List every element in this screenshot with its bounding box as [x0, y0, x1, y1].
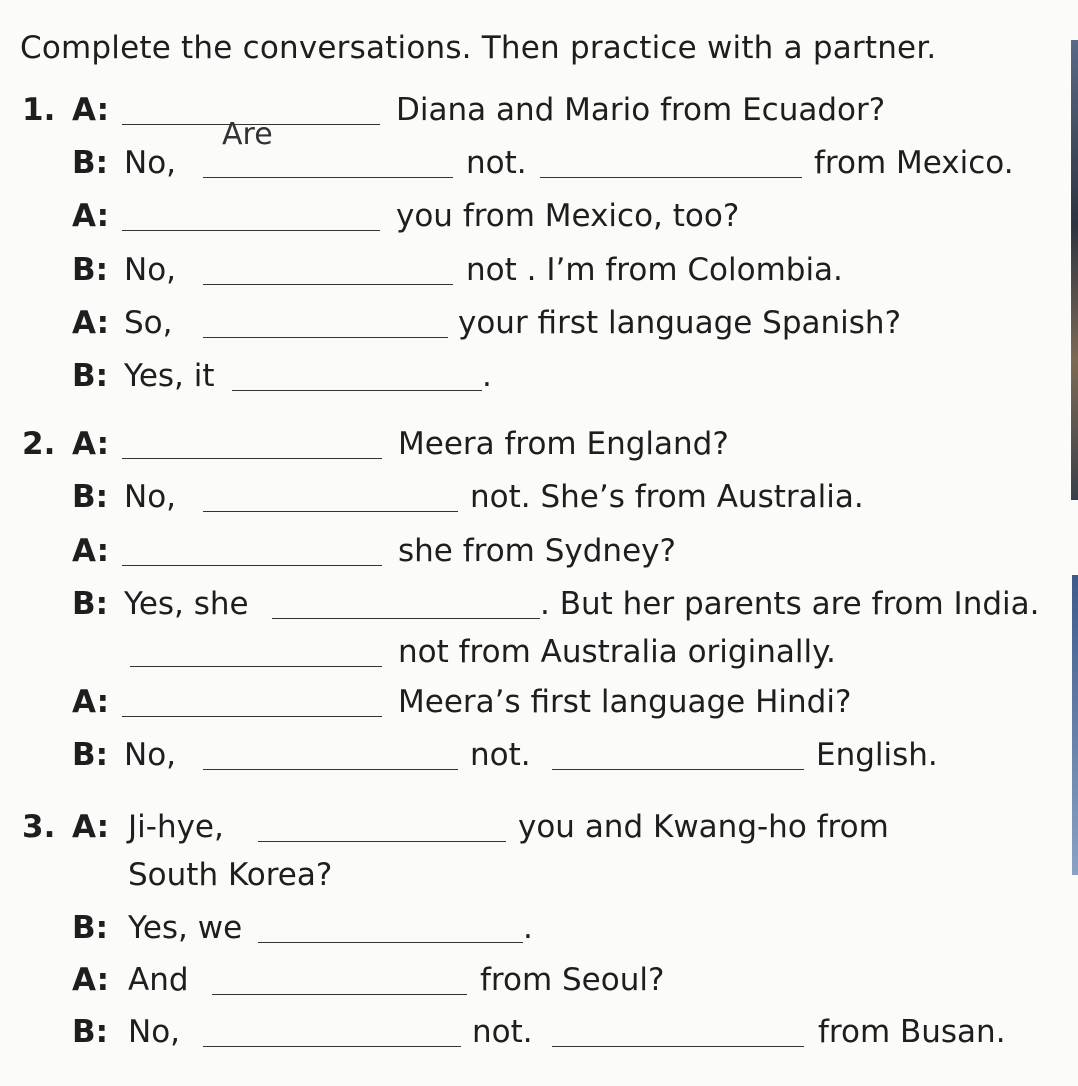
handwritten-answer: Are — [222, 117, 273, 152]
line-text-end: from Mexico. — [814, 145, 1014, 181]
line-text-mid: not. — [470, 737, 531, 773]
speaker-label: A: — [72, 305, 109, 341]
answer-blank[interactable] — [203, 769, 458, 770]
line-text: . — [523, 910, 533, 946]
conv1-number: 1. — [22, 92, 56, 128]
answer-blank[interactable] — [203, 511, 458, 512]
speaker-label: B: — [72, 252, 109, 288]
speaker-label: A: — [72, 809, 109, 845]
line-text-pre: No, — [124, 145, 177, 181]
line-text: . But her parents are from India. — [540, 586, 1040, 622]
line-text-mid: not. — [466, 145, 527, 181]
line-text-mid: not. — [472, 1014, 533, 1050]
line-text: . — [482, 358, 492, 394]
line-text: not from Australia originally. — [398, 634, 836, 670]
line-text: you from Mexico, too? — [396, 198, 740, 234]
line-text: South Korea? — [128, 857, 333, 893]
speaker-label: B: — [72, 737, 109, 773]
answer-blank[interactable] — [232, 390, 482, 391]
answer-blank[interactable] — [552, 769, 804, 770]
line-text-end: English. — [816, 737, 938, 773]
speaker-label: B: — [72, 145, 109, 181]
speaker-label: A: — [72, 426, 109, 462]
answer-blank[interactable] — [130, 666, 382, 667]
line-text-pre: So, — [124, 305, 173, 341]
speaker-label: B: — [72, 910, 109, 946]
answer-blank[interactable] — [258, 942, 523, 943]
answer-blank[interactable] — [552, 1046, 804, 1047]
line-text-pre: Ji-hye, — [128, 809, 224, 845]
conv3-number: 3. — [22, 809, 56, 845]
answer-blank[interactable] — [203, 337, 448, 338]
answer-blank[interactable] — [122, 230, 380, 231]
line-text: Meera’s first language Hindi? — [398, 684, 852, 720]
line-text: your first language Spanish? — [458, 305, 902, 341]
conv2-number: 2. — [22, 426, 56, 462]
speaker-label: A: — [72, 198, 109, 234]
line-text: not . I’m from Colombia. — [466, 252, 843, 288]
line-text-pre: Yes, we — [128, 910, 243, 946]
line-text-pre: Yes, she — [124, 586, 249, 622]
speaker-label: A: — [72, 962, 109, 998]
line-text: from Seoul? — [480, 962, 665, 998]
speaker-label: B: — [72, 1014, 109, 1050]
answer-blank[interactable] — [203, 177, 453, 178]
line-text: you and Kwang-ho from — [518, 809, 889, 845]
line-text-pre: No, — [124, 252, 177, 288]
answer-blank[interactable] — [122, 117, 380, 152]
line-text-pre: And — [128, 962, 189, 998]
line-text-pre: No, — [128, 1014, 181, 1050]
answer-blank[interactable] — [203, 1046, 461, 1047]
line-text-end: from Busan. — [818, 1014, 1006, 1050]
answer-blank[interactable] — [122, 565, 382, 566]
line-text: she from Sydney? — [398, 533, 676, 569]
answer-blank[interactable] — [258, 841, 506, 842]
line-text: Diana and Mario from Ecuador? — [396, 92, 886, 128]
answer-blank[interactable] — [122, 716, 382, 717]
answer-blank[interactable] — [212, 994, 467, 995]
answer-blank[interactable] — [122, 458, 382, 459]
answer-blank[interactable] — [540, 177, 802, 178]
speaker-label: B: — [72, 479, 109, 515]
line-text-pre: Yes, it — [124, 358, 215, 394]
line-text-pre: No, — [124, 737, 177, 773]
speaker-label: B: — [72, 586, 109, 622]
page-edge-photo-strip — [1072, 575, 1078, 875]
line-text: Meera from England? — [398, 426, 729, 462]
page-edge-photo-strip — [1071, 40, 1078, 500]
speaker-label: A: — [72, 684, 109, 720]
answer-blank[interactable] — [272, 618, 540, 619]
line-text: not. She’s from Australia. — [470, 479, 864, 515]
instructions: Complete the conversations. Then practice with a partner. — [20, 30, 937, 66]
answer-blank[interactable] — [203, 284, 453, 285]
speaker-label: B: — [72, 358, 109, 394]
line-text-pre: No, — [124, 479, 177, 515]
speaker-label: A: — [72, 533, 109, 569]
speaker-label: A: — [72, 92, 109, 128]
